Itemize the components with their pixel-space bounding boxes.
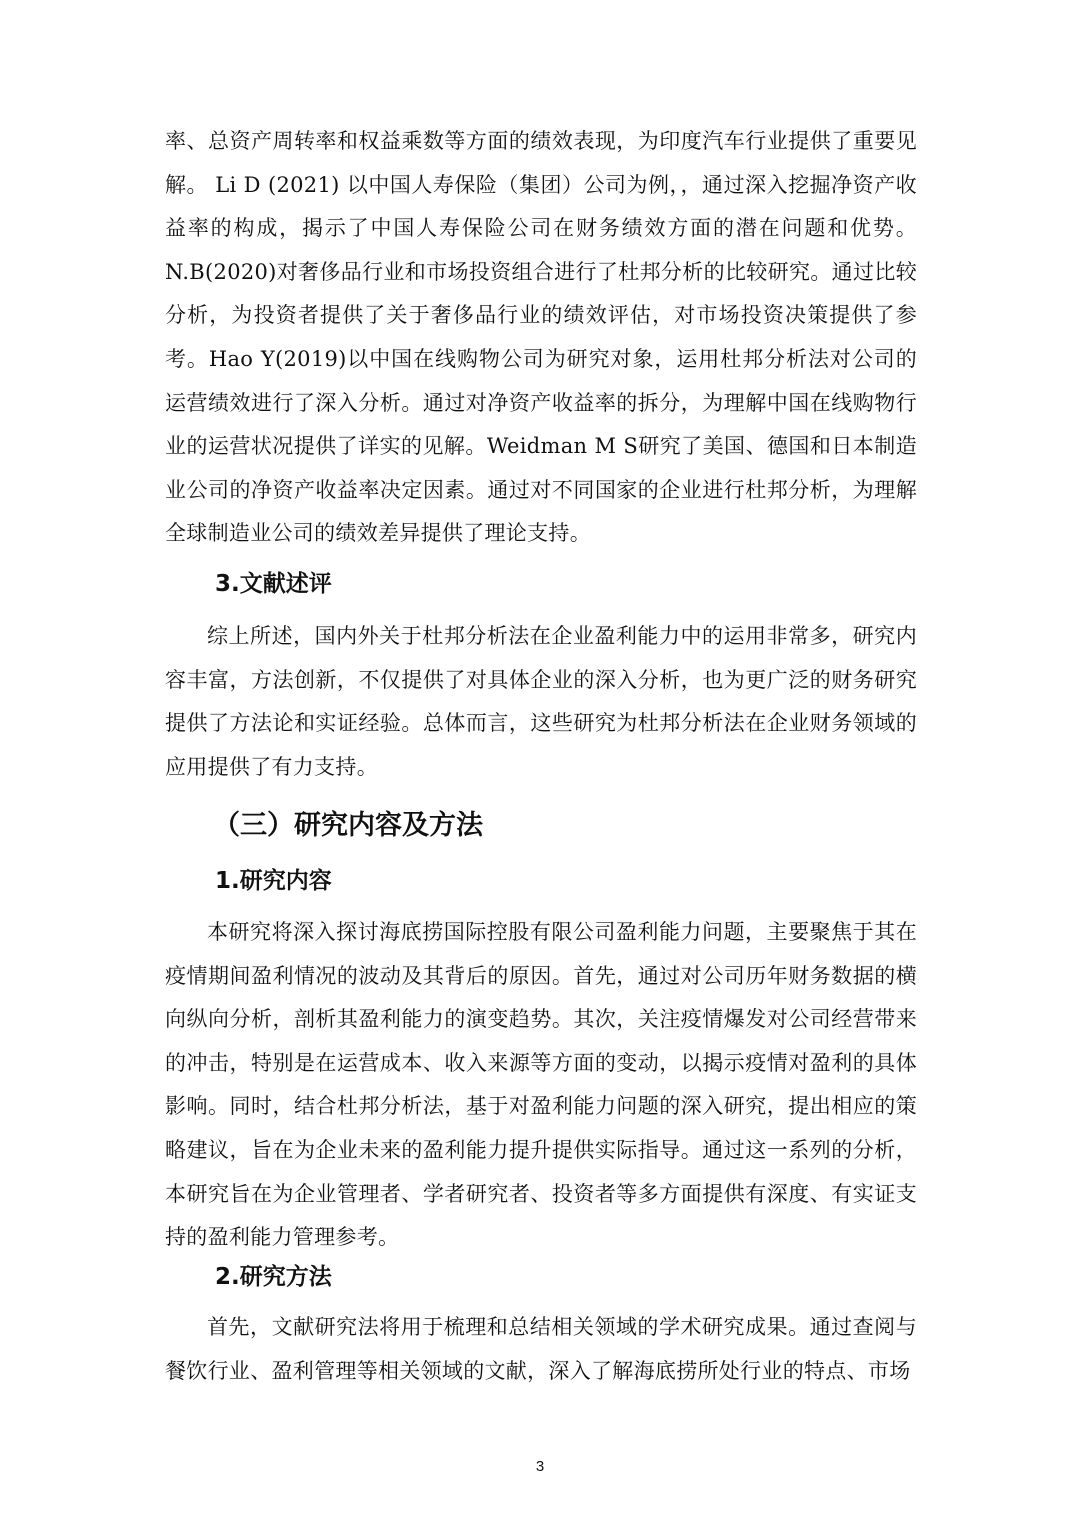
heading-research-content: 1.研究内容 [215,868,332,894]
heading-literature-review: 3.文献述评 [215,571,332,597]
heading-research-content-and-methods: （三）研究内容及方法 [213,810,483,841]
page-number: 3 [535,1458,545,1475]
paragraph-literature-foreign: 率、总资产周转率和权益乘数等方面的绩效表现，为印度汽车行业提供了重要见解。 Li D (2021) 以中国人寿保险（集团）公司为例，，通过深入挖掘净资产收益率的构成，揭示了中国人寿保险公司在财务绩效方面的潜在问题和优势。N.B(2020)对奢侈品行业和市场投资组合进行了杜邦分析的比较研究。通过比较分析，为投资者提供了关于奢侈品行业的绩效评估，对市场投资决策提供了参考。Hao Y(2019)以中国在线购物公司为研究对象，运用杜邦分析法对公司的运营绩效进行了深入分析。通过对净资产收益率的拆分，为理解中国在线购物行业的运营状况提供了详实的见解。Weidman M S研究了美国、德国和日本制造业公司的净资产收益率决定因素。通过对不同国家的企业进行杜邦分析，为理解全球制造业公司的绩效差异提供了理论支持。 [165,129,917,546]
paragraph-literature-review: 综上所述，国内外关于杜邦分析法在企业盈利能力中的运用非常多，研究内容丰富，方法创新，不仅提供了对具体企业的深入分析，也为更广泛的财务研究提供了方法论和实证经验。总体而言，这些研究为杜邦分析法在企业财务领域的应用提供了有力支持。 [165,624,917,779]
heading-research-method: 2.研究方法 [215,1264,332,1290]
paragraph-research-content: 本研究将深入探讨海底捞国际控股有限公司盈利能力问题，主要聚焦于其在疫情期间盈利情况的波动及其背后的原因。首先，通过对公司历年财务数据的横向纵向分析，剖析其盈利能力的演变趋势。其次，关注疫情爆发对公司经营带来的冲击，特别是在运营成本、收入来源等方面的变动，以揭示疫情对盈利的具体影响。同时，结合杜邦分析法，基于对盈利能力问题的深入研究，提出相应的策略建议，旨在为企业未来的盈利能力提升提供实际指导。通过这一系列的分析，本研究旨在为企业管理者、学者研究者、投资者等多方面提供有深度、有实证支持的盈利能力管理参考。 [165,920,917,1250]
paragraph-research-method: 首先，文献研究法将用于梳理和总结相关领域的学术研究成果。通过查阅与餐饮行业、盈利管理等相关领域的文献，深入了解海底捞所处行业的特点、市场 [165,1315,917,1383]
